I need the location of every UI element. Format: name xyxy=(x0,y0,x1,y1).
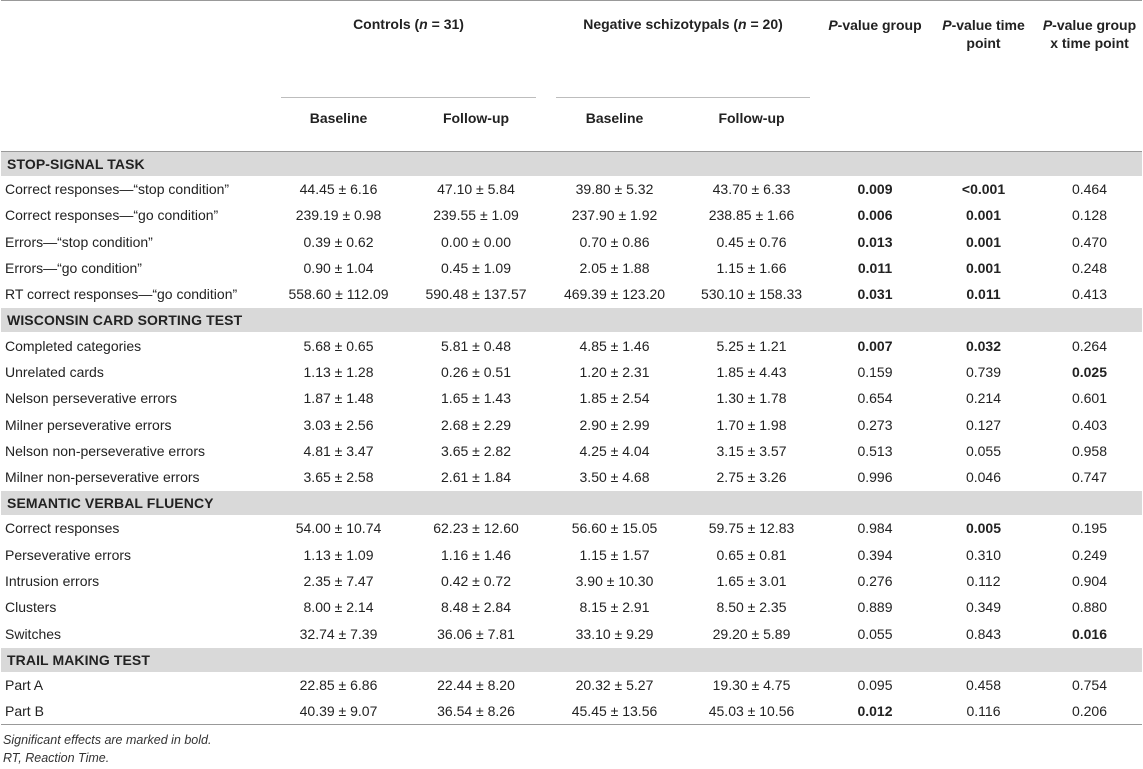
cell-p-group: 0.055 xyxy=(857,625,893,642)
cell-c-base: 0.39 ± 0.62 xyxy=(303,233,374,250)
cell-p-group: 0.009 xyxy=(857,181,893,198)
cell-c-base: 54.00 ± 10.74 xyxy=(295,520,382,537)
cell-n-follow: 19.30 ± 4.75 xyxy=(712,676,791,693)
cell-c-base: 2.35 ± 7.47 xyxy=(303,573,374,589)
controls-group-header: Controls (n = 31) xyxy=(271,1,546,98)
cell-n-follow: 3.15 ± 3.57 xyxy=(716,442,787,459)
row-label: Completed categories xyxy=(5,337,142,354)
cell-p-inter: 0.601 xyxy=(1071,390,1108,407)
row-label: Switches xyxy=(5,625,62,642)
cell-n-base: 2.05 ± 1.88 xyxy=(579,260,650,277)
cell-c-follow: 8.48 ± 2.84 xyxy=(441,599,511,616)
cell-c-base: 22.85 ± 6.86 xyxy=(299,676,378,693)
cell-n-follow: 0.45 ± 0.76 xyxy=(716,233,787,250)
cell-n-follow: 59.75 ± 12.83 xyxy=(708,520,795,537)
cell-p-time: 0.046 xyxy=(965,469,1002,486)
row-label: Milner non-perseverative errors xyxy=(5,469,200,486)
cell-p-inter: 0.206 xyxy=(1071,703,1108,720)
row-label: Nelson non-perseverative errors xyxy=(5,442,205,459)
cell-c-follow: 0.26 ± 0.51 xyxy=(441,363,511,380)
footnote-rt: RT, Reaction Time. xyxy=(3,751,110,765)
cell-p-inter: 0.403 xyxy=(1071,416,1108,433)
row-label: Unrelated cards xyxy=(5,363,104,380)
cell-n-base: 469.39 ± 123.20 xyxy=(563,286,666,303)
cell-c-follow: 0.42 ± 0.72 xyxy=(441,573,511,589)
cell-n-follow: 530.10 ± 158.33 xyxy=(700,286,803,303)
cell-p-group: 0.007 xyxy=(857,337,893,354)
table-row xyxy=(1,568,1142,594)
cell-p-group: 0.889 xyxy=(857,599,893,616)
cell-c-follow: 36.54 ± 8.26 xyxy=(437,703,515,720)
cell-n-follow: 29.20 ± 5.89 xyxy=(712,625,791,642)
row-label: Clusters xyxy=(5,599,57,616)
controls-followup-header: Follow-up xyxy=(442,110,510,126)
cell-p-inter: 0.413 xyxy=(1071,286,1108,303)
negative-group-header: Negative schizotypals (n = 20) xyxy=(546,1,820,98)
cell-p-group: 0.273 xyxy=(857,416,893,433)
cell-c-base: 1.13 ± 1.28 xyxy=(303,363,374,380)
cell-c-base: 4.81 ± 3.47 xyxy=(303,442,374,459)
cell-n-follow: 1.65 ± 3.01 xyxy=(716,573,787,589)
cell-n-follow: 238.85 ± 1.66 xyxy=(708,207,795,224)
cell-c-base: 44.45 ± 6.16 xyxy=(299,181,378,198)
table-row xyxy=(1,698,1142,724)
table-row xyxy=(1,672,1142,698)
cell-n-base: 3.90 ± 10.30 xyxy=(575,573,654,589)
cell-p-group: 0.013 xyxy=(857,233,893,250)
cell-n-base: 1.20 ± 2.31 xyxy=(579,363,650,380)
cell-n-follow: 8.50 ± 2.35 xyxy=(716,599,787,616)
cell-p-time: 0.127 xyxy=(965,416,1002,433)
cell-p-group: 0.031 xyxy=(857,286,893,303)
table-row xyxy=(1,359,1142,385)
cell-p-inter: 0.264 xyxy=(1071,337,1108,354)
table-footnotes xyxy=(3,731,211,767)
table-row xyxy=(1,229,1142,255)
cell-p-time: 0.116 xyxy=(966,703,1001,720)
table-row xyxy=(1,464,1142,491)
cell-p-time: 0.001 xyxy=(965,260,1002,277)
cell-p-inter: 0.195 xyxy=(1071,520,1108,537)
cell-n-base: 4.85 ± 1.46 xyxy=(579,337,650,354)
cell-n-base: 45.45 ± 13.56 xyxy=(571,703,658,720)
p-time-header: P-value time point xyxy=(942,17,1025,51)
cell-p-inter: 0.470 xyxy=(1071,233,1108,250)
table-row xyxy=(1,438,1142,464)
cell-n-base: 4.25 ± 4.04 xyxy=(579,442,650,459)
cell-n-follow: 0.65 ± 0.81 xyxy=(716,546,787,563)
table-row xyxy=(1,515,1142,541)
section-header: TRAIL MAKING TEST xyxy=(1,647,1142,672)
cell-n-follow: 1.15 ± 1.66 xyxy=(716,260,787,277)
cell-p-time: 0.214 xyxy=(965,390,1002,407)
cell-c-follow: 2.68 ± 2.29 xyxy=(441,416,511,433)
cell-n-base: 0.70 ± 0.86 xyxy=(579,233,650,250)
negative-followup-header: Follow-up xyxy=(718,110,785,126)
cell-c-follow: 0.45 ± 1.09 xyxy=(441,260,511,277)
cell-c-follow: 47.10 ± 5.84 xyxy=(437,181,515,198)
cell-p-inter: 0.880 xyxy=(1071,599,1108,616)
row-label: Errors—“stop condition” xyxy=(5,233,153,250)
cell-p-time: 0.458 xyxy=(965,676,1002,693)
row-label: Milner perseverative errors xyxy=(5,416,172,433)
cell-n-base: 33.10 ± 9.29 xyxy=(575,625,654,642)
cell-c-base: 3.03 ± 2.56 xyxy=(303,416,374,433)
cell-c-follow: 36.06 ± 7.81 xyxy=(437,625,515,642)
cell-p-inter: 0.904 xyxy=(1071,573,1108,589)
table-row xyxy=(1,385,1142,411)
cell-p-group: 0.394 xyxy=(857,546,893,563)
cell-p-group: 0.984 xyxy=(857,520,893,537)
cell-n-follow: 1.85 ± 4.43 xyxy=(716,363,787,380)
cell-n-base: 20.32 ± 5.27 xyxy=(575,676,654,693)
cell-p-time: 0.032 xyxy=(965,337,1002,354)
cell-c-follow: 1.65 ± 1.43 xyxy=(441,390,511,407)
table-row xyxy=(1,594,1142,620)
cell-c-base: 3.65 ± 2.58 xyxy=(303,469,374,486)
cell-p-inter: 0.249 xyxy=(1071,546,1108,563)
controls-baseline-header: Baseline xyxy=(309,110,368,126)
cell-p-group: 0.006 xyxy=(857,207,893,224)
cell-c-follow: 5.81 ± 0.48 xyxy=(441,337,511,354)
section-header: STOP-SIGNAL TASK xyxy=(1,152,1142,177)
table-body xyxy=(1,152,1142,725)
cell-p-inter: 0.747 xyxy=(1071,469,1108,486)
cell-n-follow: 2.75 ± 3.26 xyxy=(716,469,787,486)
cell-c-follow: 590.48 ± 137.57 xyxy=(425,286,527,303)
cell-p-inter: 0.958 xyxy=(1071,442,1108,459)
cell-c-base: 5.68 ± 0.65 xyxy=(303,337,374,354)
cell-c-follow: 62.23 ± 12.60 xyxy=(433,520,519,537)
cell-p-inter: 0.025 xyxy=(1071,363,1108,380)
cell-n-follow: 1.70 ± 1.98 xyxy=(716,416,787,433)
cell-c-base: 8.00 ± 2.14 xyxy=(303,599,374,616)
cell-p-inter: 0.128 xyxy=(1071,207,1108,224)
cell-p-time: 0.001 xyxy=(965,207,1002,224)
cell-p-time: 0.739 xyxy=(965,363,1002,380)
cell-n-base: 39.80 ± 5.32 xyxy=(575,181,654,198)
cell-p-group: 0.011 xyxy=(857,260,893,277)
cell-c-follow: 22.44 ± 8.20 xyxy=(437,676,515,693)
table-row xyxy=(1,255,1142,281)
cell-c-follow: 239.55 ± 1.09 xyxy=(433,207,519,224)
cell-p-group: 0.012 xyxy=(857,703,893,720)
cell-p-group: 0.159 xyxy=(857,363,893,380)
cell-n-base: 1.85 ± 2.54 xyxy=(579,390,650,407)
cell-n-base: 3.50 ± 4.68 xyxy=(579,469,650,486)
cell-n-base: 8.15 ± 2.91 xyxy=(579,599,650,616)
cell-c-follow: 2.61 ± 1.84 xyxy=(441,469,511,486)
row-label: Perseverative errors xyxy=(5,546,132,563)
table-row xyxy=(1,542,1142,568)
section-header: SEMANTIC VERBAL FLUENCY xyxy=(1,491,1142,516)
cell-p-group: 0.513 xyxy=(857,442,893,459)
cell-c-base: 239.19 ± 0.98 xyxy=(295,207,382,224)
cell-c-base: 32.74 ± 7.39 xyxy=(299,625,378,642)
corner-cell xyxy=(1,1,271,98)
cell-c-follow: 3.65 ± 2.82 xyxy=(441,442,511,459)
cell-p-time: 0.843 xyxy=(965,625,1002,642)
results-table xyxy=(1,0,1142,725)
cell-n-follow: 1.30 ± 1.78 xyxy=(716,390,787,407)
cell-c-base: 1.13 ± 1.09 xyxy=(303,546,374,563)
p-group-header: P-value group xyxy=(828,17,922,33)
cell-p-group: 0.276 xyxy=(857,573,893,589)
cell-p-time: 0.310 xyxy=(965,546,1002,563)
cell-c-follow: 0.00 ± 0.00 xyxy=(441,233,511,250)
negative-baseline-header: Baseline xyxy=(585,110,644,126)
cell-p-group: 0.996 xyxy=(857,469,893,486)
section-header: WISCONSIN CARD SORTING TEST xyxy=(1,308,1142,333)
row-label: Intrusion errors xyxy=(5,573,100,589)
table-row xyxy=(1,411,1142,437)
row-label: Errors—“go condition” xyxy=(5,260,142,277)
cell-n-follow: 45.03 ± 10.56 xyxy=(708,703,795,720)
cell-p-time: 0.349 xyxy=(965,599,1002,616)
cell-p-inter: 0.754 xyxy=(1071,676,1108,693)
cell-n-base: 237.90 ± 1.92 xyxy=(571,207,658,224)
cell-c-follow: 1.16 ± 1.46 xyxy=(441,546,511,563)
cell-p-time: 0.011 xyxy=(966,286,1001,303)
table-row xyxy=(1,620,1142,647)
table-row xyxy=(1,202,1142,228)
cell-p-time: 0.001 xyxy=(965,233,1002,250)
row-label: Correct responses—“go condition” xyxy=(5,207,219,224)
cell-p-time: 0.112 xyxy=(966,573,1001,589)
row-label: Part A xyxy=(5,676,44,693)
cell-p-time: 0.055 xyxy=(965,442,1002,459)
cell-n-base: 2.90 ± 2.99 xyxy=(579,416,650,433)
cell-p-inter: 0.016 xyxy=(1071,625,1108,642)
cell-p-inter: 0.464 xyxy=(1071,181,1108,198)
footnote-significance: Significant effects are marked in bold. xyxy=(3,733,212,747)
cell-n-base: 56.60 ± 15.05 xyxy=(571,520,658,537)
cell-c-base: 558.60 ± 112.09 xyxy=(288,286,389,303)
row-label: Correct responses—“stop condition” xyxy=(5,181,230,198)
cell-n-base: 1.15 ± 1.57 xyxy=(579,546,650,563)
bottom-rule xyxy=(1,724,1142,725)
row-label: Nelson perseverative errors xyxy=(5,390,177,407)
cell-p-time: <0.001 xyxy=(961,181,1006,198)
row-label: Correct responses xyxy=(5,520,120,537)
p-interaction-header: P-value group x time point xyxy=(1042,17,1137,51)
table-row xyxy=(1,332,1142,358)
cell-p-time: 0.005 xyxy=(965,520,1002,537)
cell-p-group: 0.095 xyxy=(857,676,893,693)
table-row xyxy=(1,176,1142,202)
cell-p-group: 0.654 xyxy=(857,390,893,407)
row-label: RT correct responses—“go condition” xyxy=(5,286,238,303)
table-row xyxy=(1,281,1142,308)
cell-c-base: 0.90 ± 1.04 xyxy=(303,260,374,277)
cell-n-follow: 5.25 ± 1.21 xyxy=(716,337,787,354)
cell-c-base: 1.87 ± 1.48 xyxy=(303,390,374,407)
cell-p-inter: 0.248 xyxy=(1071,260,1108,277)
row-label: Part B xyxy=(5,703,44,720)
cell-c-base: 40.39 ± 9.07 xyxy=(299,703,378,720)
cell-n-follow: 43.70 ± 6.33 xyxy=(712,181,791,198)
